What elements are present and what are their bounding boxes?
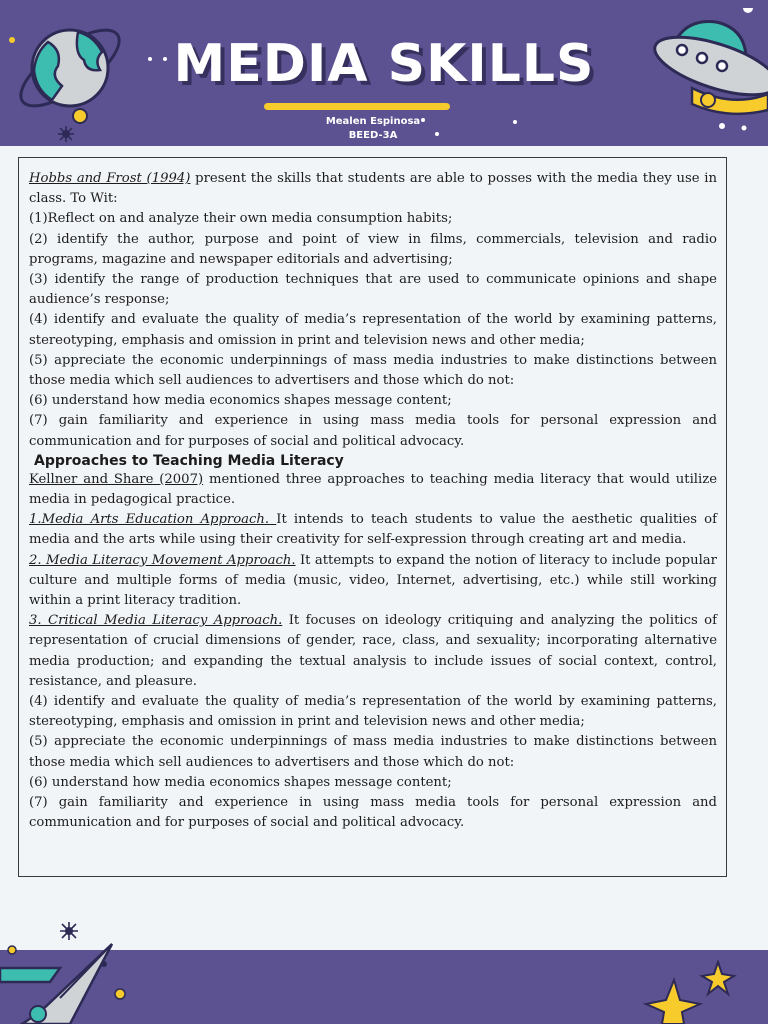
approach-text: It intends to teach students to value the aesthetic qualities of media and the arts while using their creativity for self-expression through creating art and media. [29, 512, 718, 548]
skill-item: (7) gain familiarity and experience in using mass media tools for personal expression and communication and for purposes of social and political advocacy. [29, 795, 717, 831]
content-box [18, 157, 727, 877]
approach-text: It focuses on ideology critiquing and analyzing the politics of representation of crucial dimensions of gender, race, class, and sexuality; incorporating alternative media production; and expanding the textual analysis to include issues of social context, control, resistance, and pleasure. [29, 613, 717, 689]
approach-title: 2. Media Literacy Movement Approach. [29, 552, 296, 568]
skill-item: (5) appreciate the economic underpinnings of mass media industries to make distinctions between those media which sell audiences to advertisers and those which do not: [29, 734, 717, 770]
skill-item: (4) identify and evaluate the quality of media’s representation of the world by examining patterns, stereotyping, emphasis and omission in print and television news and other media; [29, 312, 717, 348]
skill-item: (3) identify the range of production techniques that are used to communicate opinions and shape audience’s response; [29, 272, 717, 308]
star-icon [630, 960, 740, 1024]
approaches-intro-text: mentioned three approaches to teaching media literacy that would utilize media in pedagogical practice. [29, 471, 717, 508]
skill-item: (5) appreciate the economic underpinnings of mass media industries to make distinctions between those media which sell audiences to advertisers and those which do not: [29, 352, 717, 389]
skill-item: (6) understand how media economics shapes message content; [29, 774, 452, 790]
skill-item: (6) understand how media economics shapes message content; [29, 393, 452, 409]
approach-item [29, 510, 717, 550]
approach-text: It attempts to expand the notion of literacy to include popular culture and multiple forms of media (music, video, Internet, advertising, etc.) while still working within a print literacy tradition. [29, 552, 717, 609]
header-banner [0, 0, 768, 146]
page-title: MEDIA SKILLS [173, 34, 595, 94]
author-block [0, 115, 746, 143]
footer-banner [0, 950, 768, 1024]
author-name: Mealen Espinosa [325, 116, 421, 127]
citation-kellner-share: Kellner and Share (2007) [29, 471, 204, 487]
skill-item: (4) identify and evaluate the quality of media’s representation of the world by examining patterns, stereotyping, emphasis and omission in print and television news and other media; [29, 694, 717, 730]
star-icon [60, 922, 78, 940]
content-text [29, 169, 717, 834]
skill-item: (1)Reflect on and analyze their own media consumption habits; [29, 211, 453, 227]
author-section: BEED-3A [348, 130, 398, 141]
skill-item: (2) identify the author, purpose and point of view in films, commercials, television and radio programs, magazine and newspaper editorials and advertising; [29, 231, 717, 267]
skill-item: (7) gain familiarity and experience in using mass media tools for personal expression and communication and for purposes of social and political advocacy. [29, 413, 717, 449]
intro-text: present the skills that students are able to posses with the media they use in class. To Wit: [29, 171, 717, 207]
citation-hobbs-frost: Hobbs and Frost (1994) [29, 171, 191, 186]
approaches-heading: Approaches to Teaching Media Literacy [34, 452, 344, 469]
title-underline [264, 103, 450, 110]
approach-item [29, 611, 717, 692]
intro-paragraph [29, 169, 717, 209]
approaches-intro [29, 470, 717, 510]
approach-title: 1.Media Arts Education Approach. [29, 512, 277, 528]
approach-title: 3. Critical Media Literacy Approach. [29, 613, 283, 629]
rocket-icon [0, 942, 140, 1024]
approach-item [29, 551, 717, 612]
